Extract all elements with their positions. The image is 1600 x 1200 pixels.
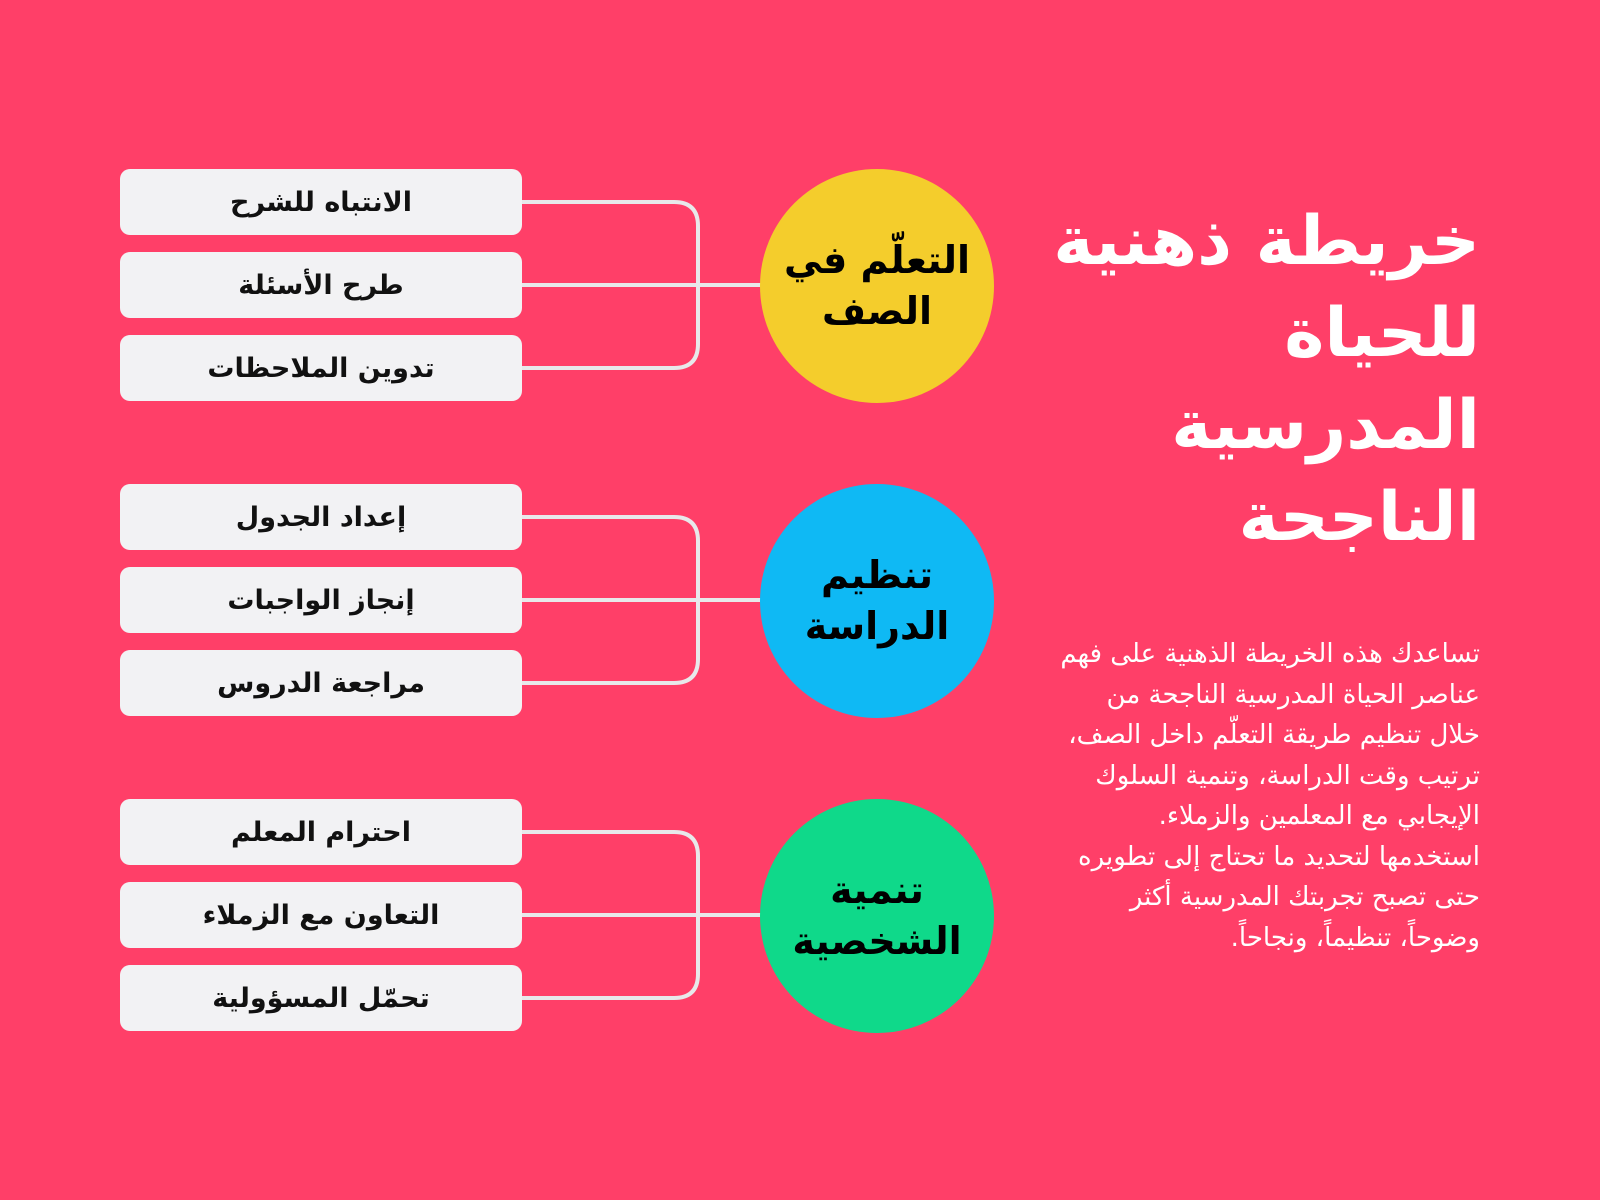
leaf-item: تحمّل المسؤولية (120, 965, 522, 1031)
leaf-item: إنجاز الواجبات (120, 567, 522, 633)
leaf-item: مراجعة الدروس (120, 650, 522, 716)
leaf-item: تدوين الملاحظات (120, 335, 522, 401)
connector-bracket (520, 517, 762, 683)
page-title: خريطة ذهنية للحياة المدرسية الناجحة (1053, 202, 1480, 557)
connector-bracket (520, 202, 762, 368)
leaf-item: التعاون مع الزملاء (120, 882, 522, 948)
leaf-item: إعداد الجدول (120, 484, 522, 550)
leaf-item: الانتباه للشرح (120, 169, 522, 235)
branch-node-learning: التعلّم في الصف (760, 169, 994, 403)
description-text: تساعدك هذه الخريطة الذهنية على فهم عناصر الحياة المدرسية الناجحة من خلال تنظيم طريقة التعلّم داخل الصف، ترتيب وقت الدراسة، وتنمية السلوك الإيجابي مع المعلمين والزملاء. استخدمها لتحديد ما تحتاج إلى تطويره حتى تصبح تجربتك المدرسية أكثر وضوحاً، تنظيماً، ونجاحاً. (1060, 639, 1480, 953)
branch-node-study: تنظيم الدراسة (760, 484, 994, 718)
leaf-item: طرح الأسئلة (120, 252, 522, 318)
connector-bracket (520, 832, 762, 998)
branch-node-personality: تنمية الشخصية (760, 799, 994, 1033)
leaf-item: احترام المعلم (120, 799, 522, 865)
